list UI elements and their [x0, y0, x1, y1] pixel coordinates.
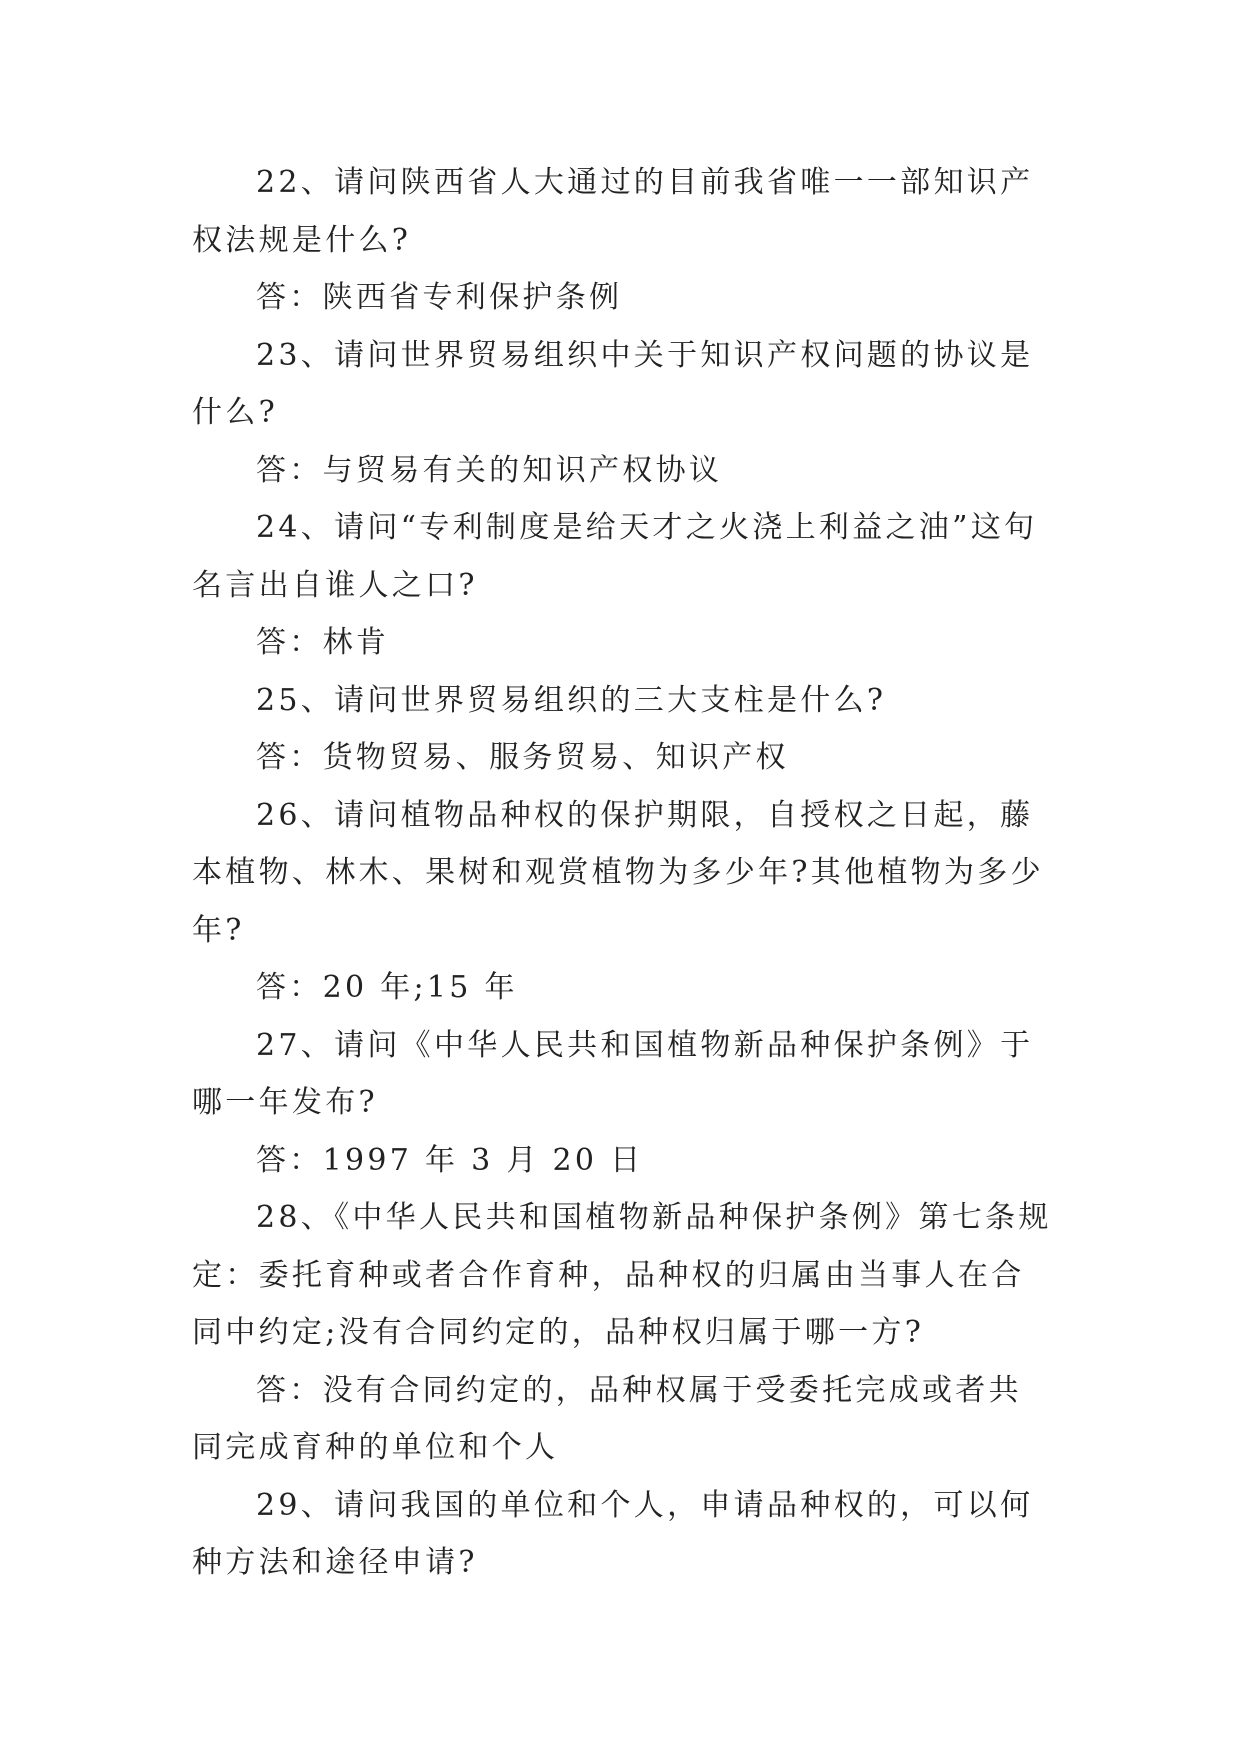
answer-28: 答：没有合同约定的，品种权属于受委托完成或者共同完成育种的单位和个人	[192, 1372, 1022, 1465]
question-29: 29、请问我国的单位和个人，申请品种权的，可以何种方法和途径申请?	[192, 1487, 1034, 1580]
question-23: 23、请问世界贸易组织中关于知识产权问题的协议是什么?	[192, 337, 1034, 430]
question-24: 24、请问“专利制度是给天才之火浇上利益之油”这句名言出自谁人之口?	[192, 510, 1038, 603]
question-26: 26、请问植物品种权的保护期限，自授权之日起，藤本植物、林木、果树和观赏植物为多少年?其他植物为多少年?	[192, 797, 1044, 948]
question-22: 22、请问陕西省人大通过的目前我省唯一一部知识产权法规是什么?	[192, 165, 1034, 258]
answer-23: 答：与贸易有关的知识产权协议	[256, 452, 723, 488]
question-25: 25、请问世界贸易组织的三大支柱是什么?	[256, 682, 887, 718]
answer-24: 答：林肯	[256, 625, 390, 660]
document-body	[192, 154, 1052, 1592]
answer-22: 答：陕西省专利保护条例	[256, 280, 623, 315]
question-28: 28、《中华人民共和国植物新品种保护条例》第七条规定：委托育种或者合作育种，品种权的归属由当事人在合同中约定;没有合同约定的，品种权归属于哪一方?	[192, 1200, 1052, 1350]
answer-27: 答：1997 年 3 月 20 日	[256, 1142, 644, 1178]
answer-26: 答：20 年;15 年	[256, 970, 518, 1005]
answer-25: 答：货物贸易、服务贸易、知识产权	[256, 740, 789, 775]
question-27: 27、请问《中华人民共和国植物新品种保护条例》于哪一年发布?	[192, 1027, 1034, 1120]
